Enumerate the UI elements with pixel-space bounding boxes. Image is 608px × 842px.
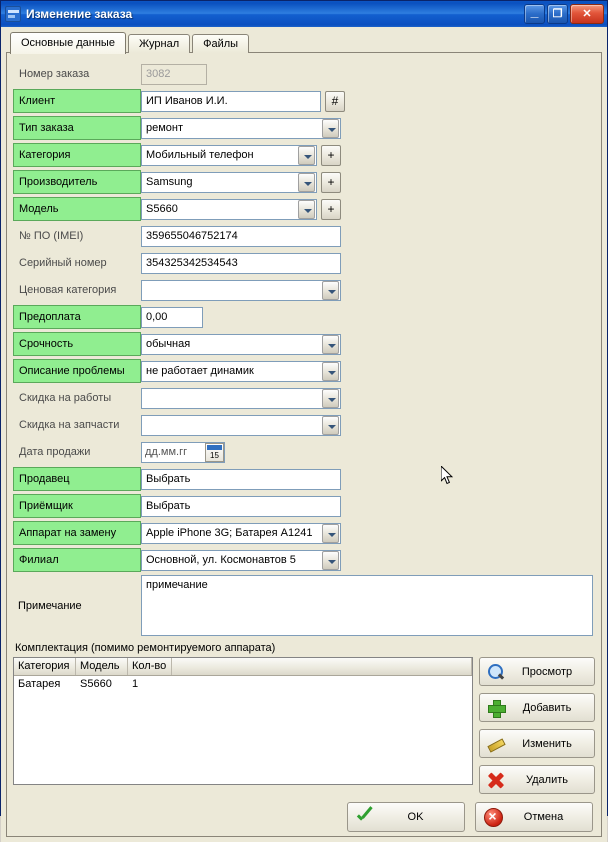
minimize-button[interactable] bbox=[524, 4, 545, 24]
row-problem bbox=[13, 358, 595, 384]
label-order-number: Номер заказа bbox=[19, 68, 90, 80]
serial-input[interactable]: 354325342534543 bbox=[141, 253, 341, 274]
client-select-button[interactable]: # bbox=[325, 91, 345, 112]
branch-value: Основной, ул. Космонавтов 5 bbox=[146, 553, 296, 566]
label-sale-date: Дата продажи bbox=[19, 446, 91, 458]
client-input[interactable]: ИП Иванов И.И. bbox=[141, 91, 321, 112]
row-sale-date bbox=[13, 439, 595, 465]
calendar-icon[interactable] bbox=[205, 443, 224, 462]
manufacturer-combo[interactable] bbox=[141, 172, 317, 193]
row-branch bbox=[13, 547, 595, 573]
discount-parts-combo[interactable] bbox=[141, 415, 341, 436]
field-discount-work bbox=[141, 388, 341, 409]
order-number-input: 3082 bbox=[141, 64, 207, 85]
tab-main-data[interactable]: Основные данные bbox=[10, 32, 126, 54]
row-serial bbox=[13, 250, 595, 276]
seller-input[interactable]: Выбрать bbox=[141, 469, 341, 490]
row-discount-parts bbox=[13, 412, 595, 438]
title-bar bbox=[1, 1, 607, 27]
label-receiver: Приёмщик bbox=[13, 494, 141, 518]
label-category: Категория bbox=[13, 143, 141, 167]
search-icon bbox=[486, 662, 506, 682]
label-serial: Серийный номер bbox=[19, 257, 107, 269]
label-seller: Продавец bbox=[13, 467, 141, 491]
field-sale-date bbox=[141, 442, 225, 463]
label-problem: Описание проблемы bbox=[13, 359, 141, 383]
model-combo[interactable] bbox=[141, 199, 317, 220]
label-client: Клиент bbox=[13, 89, 141, 113]
table-row[interactable] bbox=[14, 676, 472, 692]
chevron-down-icon[interactable] bbox=[322, 551, 339, 570]
field-client bbox=[141, 91, 345, 112]
tab-journal[interactable]: Журнал bbox=[128, 34, 190, 53]
receiver-input[interactable]: Выбрать bbox=[141, 496, 341, 517]
chevron-down-icon[interactable] bbox=[322, 335, 339, 354]
urgency-combo[interactable] bbox=[141, 334, 341, 355]
row-note bbox=[13, 575, 595, 636]
field-model bbox=[141, 199, 341, 220]
field-replacement-device bbox=[141, 523, 341, 544]
branch-combo[interactable] bbox=[141, 550, 341, 571]
delete-button[interactable] bbox=[479, 765, 595, 794]
cell-quantity: 1 bbox=[132, 678, 139, 690]
window-title: Изменение заказа bbox=[26, 7, 133, 21]
check-icon bbox=[355, 807, 375, 827]
edit-button[interactable] bbox=[479, 729, 595, 758]
chevron-down-icon[interactable] bbox=[322, 362, 339, 381]
column-header-category[interactable]: Категория bbox=[14, 658, 76, 675]
urgency-value: обычная bbox=[146, 337, 191, 350]
row-seller bbox=[13, 466, 595, 492]
chevron-down-icon[interactable] bbox=[298, 173, 315, 192]
row-discount-work bbox=[13, 385, 595, 411]
label-note: Примечание bbox=[18, 599, 82, 612]
label-branch: Филиал bbox=[13, 548, 141, 572]
cell-model: S5660 bbox=[80, 678, 112, 690]
pencil-icon bbox=[486, 734, 506, 754]
equipment-grid[interactable] bbox=[13, 657, 473, 785]
row-prepayment bbox=[13, 304, 595, 330]
chevron-down-icon[interactable] bbox=[322, 524, 339, 543]
window-controls bbox=[524, 4, 604, 24]
price-category-combo[interactable] bbox=[141, 280, 341, 301]
close-icon: ✕ bbox=[582, 8, 592, 20]
field-price-category bbox=[141, 280, 341, 301]
row-price-category bbox=[13, 277, 595, 303]
problem-value: не работает динамик bbox=[146, 364, 254, 377]
field-receiver bbox=[141, 496, 341, 517]
field-order-type bbox=[141, 118, 341, 139]
sale-date-input[interactable] bbox=[141, 442, 225, 463]
chevron-down-icon[interactable] bbox=[322, 389, 339, 408]
column-header-quantity[interactable]: Кол-во bbox=[128, 658, 172, 675]
manufacturer-value: Samsung bbox=[146, 175, 193, 188]
field-branch bbox=[141, 550, 341, 571]
ok-button-label: OK bbox=[407, 811, 424, 823]
field-category bbox=[141, 145, 341, 166]
chevron-down-icon[interactable] bbox=[322, 119, 339, 138]
add-button-label: Добавить bbox=[522, 701, 572, 714]
field-problem bbox=[141, 361, 341, 382]
add-button[interactable] bbox=[479, 693, 595, 722]
label-model: Модель bbox=[13, 197, 141, 221]
row-imei bbox=[13, 223, 595, 249]
maximize-icon: ❐ bbox=[552, 8, 563, 20]
row-order-type bbox=[13, 115, 595, 141]
category-combo[interactable] bbox=[141, 145, 317, 166]
label-price-category: Ценовая категория bbox=[19, 284, 117, 296]
order-type-combo[interactable] bbox=[141, 118, 341, 139]
client-area bbox=[1, 27, 607, 842]
view-button[interactable] bbox=[479, 657, 595, 686]
row-model bbox=[13, 196, 595, 222]
maximize-button[interactable] bbox=[547, 4, 568, 24]
ok-button[interactable] bbox=[347, 802, 465, 832]
note-textarea[interactable]: примечание bbox=[141, 575, 593, 636]
edit-button-label: Изменить bbox=[522, 737, 572, 750]
chevron-down-icon[interactable] bbox=[322, 281, 339, 300]
cell-category: Батарея bbox=[18, 678, 61, 690]
order-form bbox=[13, 61, 595, 636]
row-manufacturer bbox=[13, 169, 595, 195]
field-discount-parts bbox=[141, 415, 341, 436]
label-prepayment: Предоплата bbox=[13, 305, 141, 329]
tab-bar bbox=[6, 31, 602, 53]
row-category bbox=[13, 142, 595, 168]
equipment-grid-header bbox=[14, 658, 472, 676]
problem-combo[interactable] bbox=[141, 361, 341, 382]
label-urgency: Срочность bbox=[13, 332, 141, 356]
app-icon bbox=[5, 6, 21, 22]
equipment-buttons bbox=[479, 657, 595, 794]
equipment-area bbox=[13, 657, 595, 794]
close-button[interactable] bbox=[570, 4, 604, 24]
plus-icon bbox=[486, 698, 506, 718]
label-discount-parts: Скидка на запчасти bbox=[19, 419, 120, 431]
chevron-down-icon[interactable] bbox=[298, 200, 315, 219]
chevron-down-icon[interactable] bbox=[298, 146, 315, 165]
equipment-section-title: Комплектация (помимо ремонтируемого аппарата) bbox=[15, 642, 276, 654]
sale-date-value: дд.мм.гг bbox=[145, 445, 188, 458]
field-prepayment bbox=[141, 307, 203, 328]
cancel-button[interactable] bbox=[475, 802, 593, 832]
tab-panel-main-data bbox=[6, 52, 602, 837]
cell-blank bbox=[172, 676, 472, 692]
row-replacement-device bbox=[13, 520, 595, 546]
dialog-footer bbox=[13, 802, 595, 832]
replacement-device-value: Apple iPhone 3G; Батарея A1241 bbox=[146, 526, 313, 539]
delete-button-label: Удалить bbox=[526, 773, 568, 786]
field-imei bbox=[141, 226, 341, 247]
order-type-value: ремонт bbox=[146, 121, 184, 134]
field-manufacturer bbox=[141, 172, 341, 193]
category-add-button[interactable]: + bbox=[321, 145, 341, 166]
row-client bbox=[13, 88, 595, 114]
model-value: S5660 bbox=[146, 202, 178, 215]
delete-icon bbox=[486, 770, 506, 790]
replacement-device-combo[interactable] bbox=[141, 523, 341, 544]
field-serial bbox=[141, 253, 341, 274]
imei-input[interactable]: 359655046752174 bbox=[141, 226, 341, 247]
model-add-button[interactable]: + bbox=[321, 199, 341, 220]
field-urgency bbox=[141, 334, 341, 355]
minimize-icon: _ bbox=[530, 3, 539, 19]
manufacturer-add-button[interactable]: + bbox=[321, 172, 341, 193]
field-order-number bbox=[141, 64, 207, 85]
column-header-blank[interactable] bbox=[172, 658, 472, 675]
label-manufacturer: Производитель bbox=[13, 170, 141, 194]
category-value: Мобильный телефон bbox=[146, 148, 254, 161]
tab-files[interactable]: Файлы bbox=[192, 34, 249, 53]
cancel-icon bbox=[483, 807, 503, 827]
label-imei: № ПО (IMEI) bbox=[19, 230, 84, 242]
label-discount-work: Скидка на работы bbox=[19, 392, 112, 404]
discount-work-combo[interactable] bbox=[141, 388, 341, 409]
row-order-number bbox=[13, 61, 595, 87]
label-order-type: Тип заказа bbox=[13, 116, 141, 140]
label-replacement-device: Аппарат на замену bbox=[13, 521, 141, 545]
field-seller bbox=[141, 469, 341, 490]
view-button-label: Просмотр bbox=[521, 665, 573, 678]
prepayment-input[interactable]: 0,00 bbox=[141, 307, 203, 328]
calendar-day: 15 bbox=[210, 450, 219, 460]
column-header-model[interactable]: Модель bbox=[76, 658, 128, 675]
row-urgency bbox=[13, 331, 595, 357]
cancel-button-label: Отмена bbox=[523, 811, 564, 823]
chevron-down-icon[interactable] bbox=[322, 416, 339, 435]
row-receiver bbox=[13, 493, 595, 519]
